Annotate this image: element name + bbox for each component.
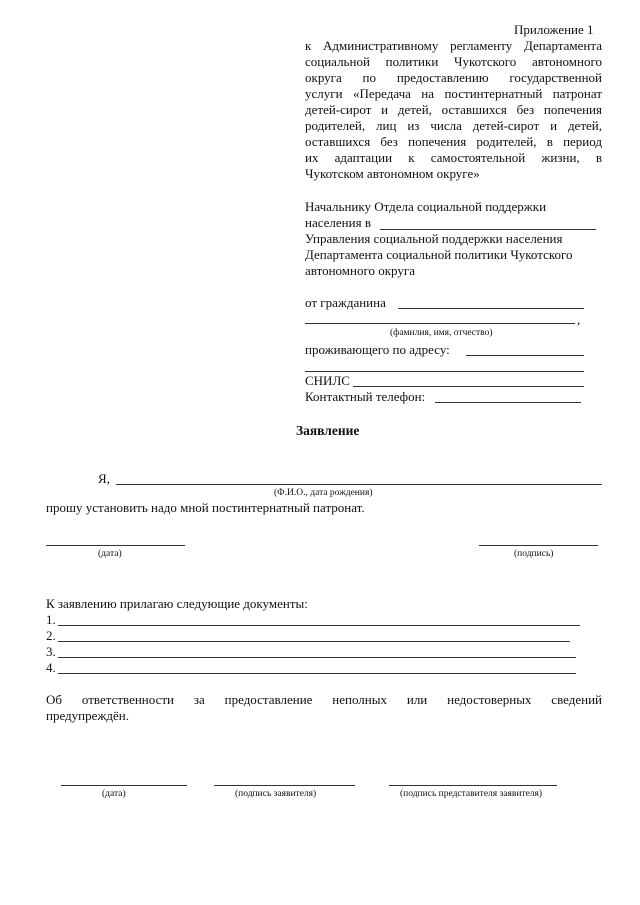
request-text: прошу установить надо мной постинтернатный патронат. xyxy=(46,500,365,515)
document-field-2[interactable] xyxy=(58,641,570,642)
fio-field[interactable] xyxy=(116,484,602,485)
phone-field[interactable] xyxy=(435,402,581,403)
document-title: Заявление xyxy=(296,423,360,438)
addressee-line: населения в xyxy=(305,215,371,230)
doc-number: 3. xyxy=(46,644,56,659)
comma: , xyxy=(577,312,581,327)
document-field-1[interactable] xyxy=(58,625,580,626)
footer-date-caption: (дата) xyxy=(102,789,126,799)
representative-signature-field[interactable] xyxy=(389,785,557,786)
appendix-label: Приложение 1 xyxy=(514,22,594,37)
appendix-line: услуги «Передача на постинтернатный патронат xyxy=(305,86,602,101)
snils-label: СНИЛС xyxy=(305,373,350,388)
applicant-signature-field[interactable] xyxy=(214,785,355,786)
addressee-line: Начальнику Отдела социальной поддержки xyxy=(305,199,547,214)
date-caption: (дата) xyxy=(98,549,122,559)
representative-signature-caption: (подпись представителя заявителя) xyxy=(400,789,543,799)
address-field-2[interactable] xyxy=(305,371,584,372)
addressee-line: Управления социальной поддержки населения xyxy=(305,231,563,246)
citizen-name-field-2[interactable] xyxy=(305,323,575,324)
footer-date-field[interactable] xyxy=(61,785,187,786)
appendix-reference xyxy=(305,38,602,182)
warning-line: Об ответственности за предоставление неполных или недостоверных сведений xyxy=(46,692,602,707)
citizen-label: от гражданина xyxy=(305,295,386,310)
appendix-line: родителей, лиц из числа детей-сирот и детей, xyxy=(305,118,602,133)
doc-number: 4. xyxy=(46,660,56,675)
addressee-line: автономного округа xyxy=(305,263,415,278)
address-label: проживающего по адресу: xyxy=(305,342,450,357)
signature-field[interactable] xyxy=(479,545,598,546)
appendix-line: социальной политики Чукотского автономного xyxy=(305,54,602,69)
address-field[interactable] xyxy=(466,355,584,356)
appendix-line: Чукотском автономном округе» xyxy=(305,166,480,181)
ya-label: Я, xyxy=(98,471,110,486)
document-field-4[interactable] xyxy=(58,673,576,674)
addressee-line: Департамента социальной политики Чукотского xyxy=(305,247,573,262)
department-field[interactable] xyxy=(380,229,596,230)
doc-number: 1. xyxy=(46,612,56,627)
applicant-signature-caption: (подпись заявителя) xyxy=(235,789,317,799)
doc-number: 2. xyxy=(46,628,56,643)
phone-label: Контактный телефон: xyxy=(305,389,426,404)
appendix-line: к Административному регламенту Департамента xyxy=(305,38,602,53)
appendix-line: их адаптации к самостоятельной жизни, в xyxy=(305,150,602,165)
warning xyxy=(46,692,602,724)
date-field[interactable] xyxy=(46,545,185,546)
snils-field[interactable] xyxy=(353,386,584,387)
warning-line: предупреждён. xyxy=(46,708,129,723)
citizen-name-field[interactable] xyxy=(398,308,584,309)
appendix-line: округа по предоставлению государственной xyxy=(305,70,602,85)
document-field-3[interactable] xyxy=(58,657,576,658)
appendix-line: детей-сирот и детей, оставшихся без попечения xyxy=(305,102,602,117)
fio-caption: (Ф.И.О., дата рождения) xyxy=(274,488,373,498)
signature-caption: (подпись) xyxy=(514,549,554,559)
documents-intro: К заявлению прилагаю следующие документы: xyxy=(46,596,308,611)
appendix-line: оставшихся без попечения родителей, в период xyxy=(305,134,602,149)
name-caption: (фамилия, имя, отчество) xyxy=(390,328,493,338)
